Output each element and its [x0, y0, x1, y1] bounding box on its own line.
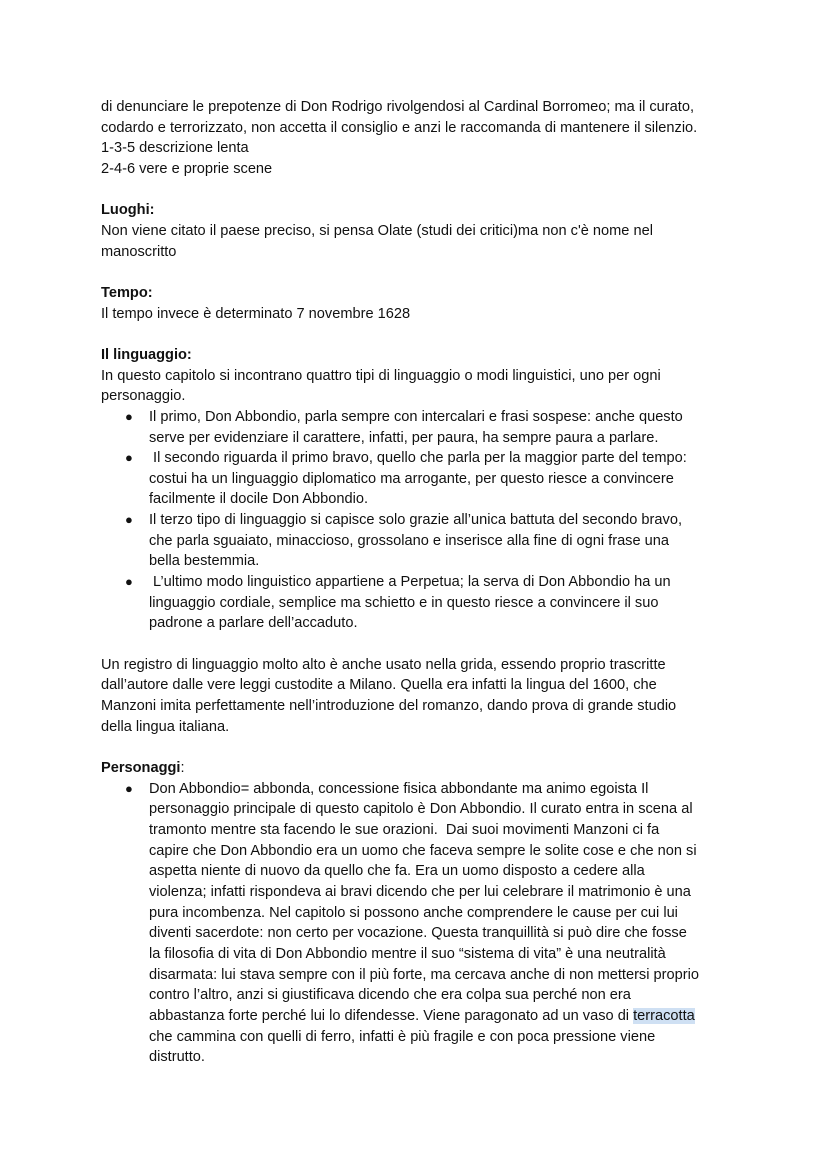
text-line: la filosofia di vita di Don Abbondio mentre il suo “sistema di vita” è una neutralità [149, 945, 666, 962]
text-line: della lingua italiana. [101, 718, 230, 735]
text-line: Il primo, Don Abbondio, parla sempre con intercalari e frasi sospese: anche questo [149, 408, 683, 425]
heading-colon: : [180, 760, 185, 776]
bullet-icon: ● [125, 450, 133, 466]
text-line: Un registro di linguaggio molto alto è anche usato nella grida, essendo proprio trascritte [101, 656, 666, 673]
heading-tempo: Tempo: [101, 284, 153, 301]
list-item [101, 572, 741, 634]
text-segment: abbastanza forte perché lui lo difendesse. Viene paragonato ad un vaso di [149, 1007, 634, 1024]
heading-linguaggio: Il linguaggio: [101, 346, 192, 363]
text-line: Manzoni imita perfettamente nell’introduzione del romanzo, dando prova di grande studio [101, 698, 677, 715]
text-line: contro l’altro, anzi si giustificava dicendo che era colpa sua perché non era [149, 987, 631, 1004]
text-line: bella bestemmia. [149, 553, 260, 570]
text-line: che parla sguaiato, minaccioso, grossolano e inserisce alla fine di ogni frase una [149, 532, 670, 549]
text-line: padrone a parlare dell’accaduto. [149, 615, 358, 632]
bullet-icon: ● [125, 512, 133, 528]
text-line: 1-3-5 descrizione lenta [101, 140, 249, 157]
text-line: 2-4-6 vere e proprie scene [101, 160, 273, 177]
document-page [101, 97, 741, 1068]
personaggi-bullet-list [101, 779, 741, 1068]
text-line: facilmente il docile Don Abbondio. [149, 491, 369, 508]
text-line: violenza; infatti rispondeva ai bravi dicendo che per lui celebrare il matrimonio è una [149, 883, 691, 900]
intro-paragraph [101, 97, 741, 180]
text-line: manoscritto [101, 243, 177, 260]
text-line: Il secondo riguarda il primo bravo, quello che parla per la maggior parte del tempo: [149, 450, 687, 467]
text-line: tramonto mentre sta facendo le sue orazioni. Dai suoi movimenti Manzoni ci fa [149, 821, 660, 838]
text-line: costui ha un linguaggio diplomatico ma arrogante, per questo riesce a convincere [149, 470, 674, 487]
bullet-icon: ● [125, 780, 133, 796]
text-line: L’ultimo modo linguistico appartiene a Perpetua; la serva di Don Abbondio ha un [149, 574, 671, 591]
list-item [101, 510, 741, 572]
list-item [101, 448, 741, 510]
heading-luoghi: Luoghi: [101, 202, 155, 219]
text-line: Non viene citato il paese preciso, si pensa Olate (studi dei critici)ma non c'è nome nel [101, 222, 653, 239]
text-line: disarmata: lui stava sempre con il più forte, ma cercava anche di non mettersi proprio [149, 966, 699, 983]
list-item [101, 779, 741, 1068]
text-line: capire che Don Abbondio era un uomo che faceva sempre le solite cose e che non si [149, 842, 697, 859]
heading-text: Personaggi [101, 760, 181, 776]
text-line: pura incombenza. Nel capitolo si possono anche comprendere le cause per cui lui [149, 904, 678, 921]
text-line: aspetta niente di nuovo da quello che fa. Era un uomo disposto a cedere alla [149, 863, 645, 880]
text-line: Il terzo tipo di linguaggio si capisce solo grazie all’unica battuta del secondo bravo, [149, 512, 682, 529]
text-line: personaggio principale di questo capitolo è Don Abbondio. Il curato entra in scena al [149, 801, 693, 818]
text-line: codardo e terrorizzato, non accetta il consiglio e anzi le raccomanda di mantenere il silenzio. [101, 119, 698, 136]
text-line: Don Abbondio= abbonda, concessione fisica abbondante ma animo egoista Il [149, 780, 649, 797]
selected-text-highlight[interactable]: terracotta [633, 1007, 695, 1024]
bullet-icon: ● [125, 574, 133, 590]
text-line: che cammina con quelli di ferro, infatti è più fragile e con poca pressione viene [149, 1028, 656, 1045]
linguaggio-bullet-list [101, 407, 741, 634]
list-item [101, 407, 741, 448]
text-line: In questo capitolo si incontrano quattro tipi di linguaggio o modi linguistici, uno per ogni [101, 367, 661, 384]
text-line [149, 1006, 741, 1027]
text-line: Il tempo invece è determinato 7 novembre 1628 [101, 305, 411, 322]
text-line: linguaggio cordiale, semplice ma schietto e in questo riesce a convincere il suo [149, 594, 659, 611]
text-line: serve per evidenziare il carattere, infatti, per paura, ha sempre paura a parlare. [149, 429, 659, 446]
heading-personaggi [101, 758, 741, 779]
bullet-icon: ● [125, 408, 133, 424]
text-line: personaggio. [101, 388, 186, 405]
text-line: dall’autore dalle vere leggi custodite a Milano. Quella era infatti la lingua del 1600, che [101, 677, 657, 694]
text-line: distrutto. [149, 1049, 205, 1066]
text-line: diventi sacerdote: non certo per vocazione. Questa tranquillità si può dire che fosse [149, 925, 687, 942]
text-line: di denunciare le prepotenze di Don Rodrigo rivolgendosi al Cardinal Borromeo; ma il curato, [101, 99, 694, 115]
